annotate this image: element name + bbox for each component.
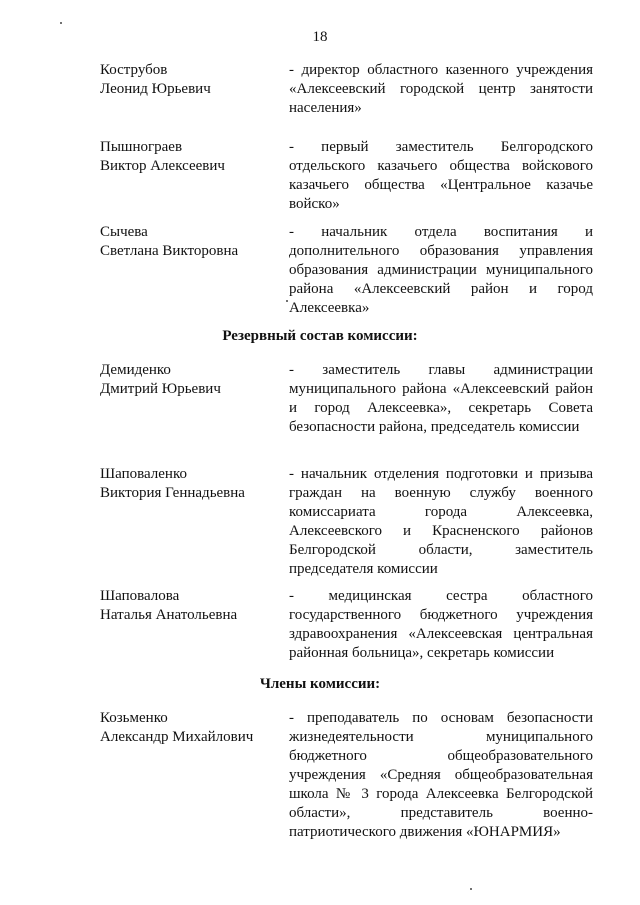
member-surname: Шаповалова (100, 588, 180, 604)
member-surname: Сычева (100, 224, 148, 240)
member-surname: Козьменко (100, 710, 168, 726)
member-role: - начальник отделения подготовки и призыва граждан на военную службу военного комиссариата города Алексеевка, Алексеевского и Красненского районов Белгородской области, заместитель председателя комиссии (289, 466, 593, 577)
member-name (100, 587, 275, 625)
member-given-name: Наталья Анатольевна (100, 607, 238, 623)
member-surname: Демиденко (100, 362, 171, 378)
member-role: - начальник отдела воспитания и дополнительного образования управления образования администрации муниципального района «Алексеевский район и город Алексеевка» (289, 224, 593, 316)
scan-speck (470, 888, 472, 890)
member-name (100, 709, 275, 747)
member-role: - заместитель главы администрации муниципального района «Алексеевский район и город Алексеевка», секретарь Совета безопасности района, председатель комиссии (289, 362, 593, 435)
member-surname: Пышнограев (100, 139, 183, 155)
reserve-heading: Резервный состав комиссии: (222, 328, 418, 344)
member-name (100, 361, 275, 399)
member-given-name: Александр Михайлович (100, 729, 254, 745)
member-role: - медицинская сестра областного государственного бюджетного учреждения здравоохранения «Алексеевская центральная районная больница», секретарь комиссии (289, 588, 593, 661)
member-surname: Кострубов (100, 62, 168, 78)
member-given-name: Виктория Геннадьевна (100, 485, 245, 501)
page-number: 18 (312, 29, 328, 45)
scan-speck (286, 300, 288, 302)
member-given-name: Виктор Алексеевич (100, 158, 225, 174)
scan-speck (60, 22, 62, 24)
member-given-name: Дмитрий Юрьевич (100, 381, 221, 397)
members-heading: Члены комиссии: (259, 676, 381, 692)
member-name (100, 223, 275, 261)
member-surname: Шаповаленко (100, 466, 187, 482)
member-name (100, 465, 275, 503)
member-given-name: Леонид Юрьевич (100, 81, 211, 97)
member-role: - директор областного казенного учреждения «Алексеевский городской центр занятости населения» (289, 62, 593, 116)
member-name (100, 138, 275, 176)
member-role: - первый заместитель Белгородского отдельского казачьего общества войскового казачьего общества «Центральное казачье войско» (289, 139, 593, 212)
member-role: - преподаватель по основам безопасности жизнедеятельности муниципального бюджетного общеобразовательного учреждения «Средняя общеобразовательная школа № 3 города Алексеевка Белгородской области», представитель военно-патриотического движения «ЮНАРМИЯ» (289, 710, 593, 840)
member-given-name: Светлана Викторовна (100, 243, 239, 259)
member-name (100, 61, 275, 99)
